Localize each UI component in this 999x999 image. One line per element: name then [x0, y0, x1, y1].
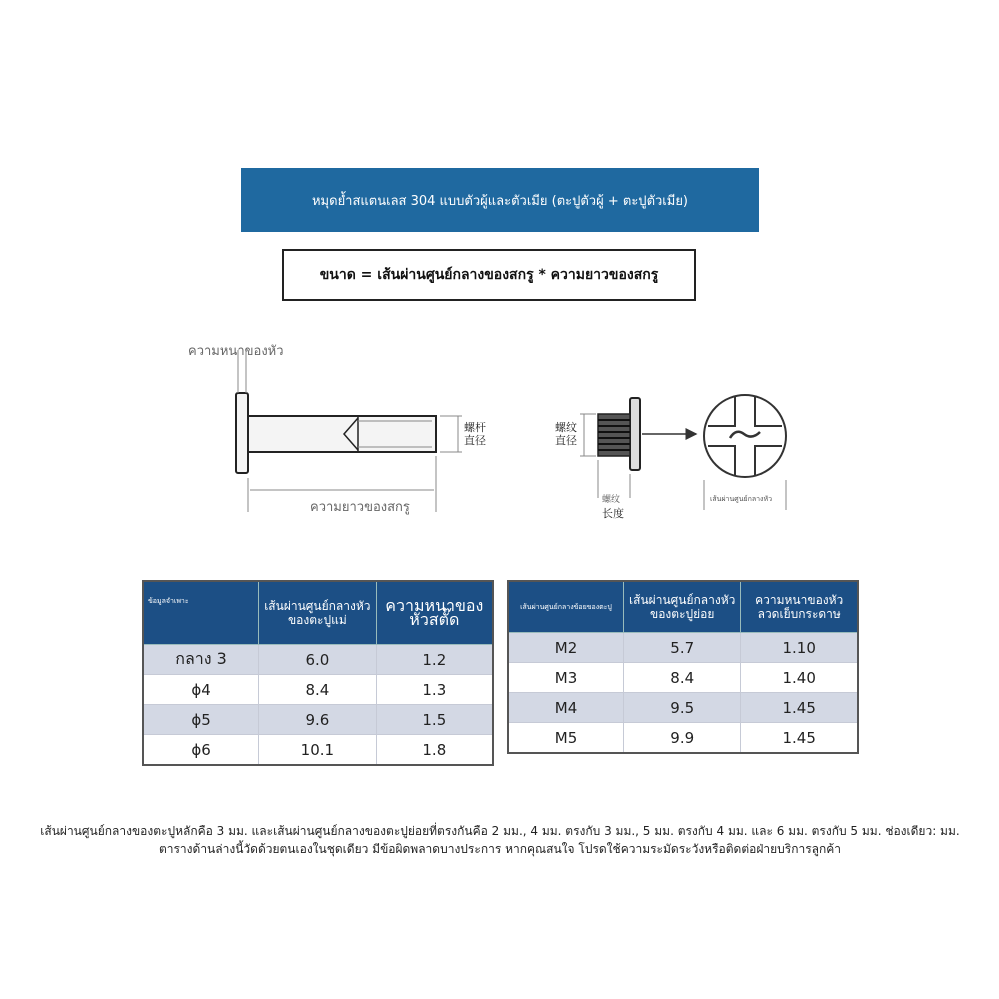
male-screw-drawing — [236, 393, 436, 473]
cell-head-diameter: 8.4 — [624, 663, 741, 693]
size-formula-text: ขนาด = เส้นผ่านศูนย์กลางของสกรู * ความยาวของสกรู — [319, 267, 659, 283]
cell-head-thickness: 1.3 — [376, 675, 493, 705]
female-spec-table — [507, 580, 859, 754]
cell-head-diameter: 6.0 — [259, 645, 377, 675]
table-row — [508, 633, 858, 663]
cell-head-thickness: 1.40 — [741, 663, 858, 693]
table-row — [143, 645, 493, 675]
screw-length-label: ความยาวของสกรู — [310, 500, 410, 515]
cell-head-diameter: 9.6 — [259, 705, 377, 735]
cell-head-thickness: 1.45 — [741, 723, 858, 754]
thread-diameter-label: 螺纹 直径 — [555, 421, 577, 447]
cell-head-thickness: 1.10 — [741, 633, 858, 663]
cell-head-diameter: 9.5 — [624, 693, 741, 723]
cell-head-diameter: 8.4 — [259, 675, 377, 705]
footnote: เส้นผ่านศูนย์กลางของตะปูหลักคือ 3 มม. และเส้นผ่านศูนย์กลางของตะปูย่อยที่ตรงกันคือ 2 มม., 4 มม. ตรงกับ 3 มม., 5 มม. ตรงกับ 4 มม. และ 6 มม. ตรงกับ 5 มม. ช่องเดียว: มม. ตารางด้านล่างนี้วัดด้วยตนเองในชุดเดียว มีข้อผิดพลาดบางประการ หากคุณสนใจ โปรดใช้ความระมัดระวังหรือติดต่อฝ่ายบริการลูกค้า — [40, 824, 960, 856]
thread-length-label-top: 螺纹 — [602, 495, 621, 505]
thread-length-dimension — [598, 460, 630, 498]
rod-diameter-dimension — [440, 416, 462, 452]
cell-size: M3 — [508, 663, 624, 693]
rod-diameter-label: 螺杆 直径 — [464, 421, 486, 447]
cell-head-diameter: 10.1 — [259, 735, 377, 766]
header-staple-head-thickness: ความหนาของหัวลวดเย็บกระดาษ — [741, 581, 858, 633]
cell-head-diameter: 9.9 — [624, 723, 741, 754]
cell-size: M4 — [508, 693, 624, 723]
cell-head-thickness: 1.5 — [376, 705, 493, 735]
table-row — [508, 723, 858, 754]
header-sub-diameter: เส้นผ่านศูนย์กลางข้อยของตะปู — [508, 581, 624, 633]
cell-spec: ϕ4 — [143, 675, 259, 705]
table-row — [143, 705, 493, 735]
cell-spec: ϕ5 — [143, 705, 259, 735]
table-header-row — [143, 581, 493, 645]
thread-length-label-bottom: 长度 — [602, 507, 624, 520]
table-row — [508, 693, 858, 723]
cell-size: M2 — [508, 633, 624, 663]
header-head-diameter: เส้นผ่านศูนย์กลางหัวของตะปูแม่ — [259, 581, 377, 645]
header-head-thickness: ความหนาของหัวสตั๊ด — [376, 581, 493, 645]
thread-diameter-dimension — [580, 414, 596, 456]
cell-head-thickness: 1.2 — [376, 645, 493, 675]
cell-head-diameter: 5.7 — [624, 633, 741, 663]
table-row — [143, 675, 493, 705]
head-top-view — [704, 395, 786, 477]
header-sub-head-diameter: เส้นผ่านศูนย์กลางหัวของตะปูย่อย — [624, 581, 741, 633]
female-screw-drawing — [598, 398, 640, 470]
table-header-row — [508, 581, 858, 633]
cell-spec: ϕ6 — [143, 735, 259, 766]
cell-size: M5 — [508, 723, 624, 754]
header-spec: ข้อมูลจำเพาะ — [143, 581, 259, 645]
male-spec-table — [142, 580, 494, 766]
table-row — [143, 735, 493, 766]
banner-title: หมุดย้ำสแตนเลส 304 แบบตัวผู้และตัวเมีย (ตะปูตัวผู้ + ตะปูตัวเมีย) — [311, 193, 689, 209]
cell-spec: กลาง 3 — [143, 645, 259, 675]
head-diameter-label: เส้นผ่านศูนย์กลางหัว — [710, 495, 773, 503]
table-row — [508, 663, 858, 693]
cell-head-thickness: 1.8 — [376, 735, 493, 766]
cell-head-thickness: 1.45 — [741, 693, 858, 723]
head-thickness-label: ความหนาของหัว — [188, 344, 284, 359]
